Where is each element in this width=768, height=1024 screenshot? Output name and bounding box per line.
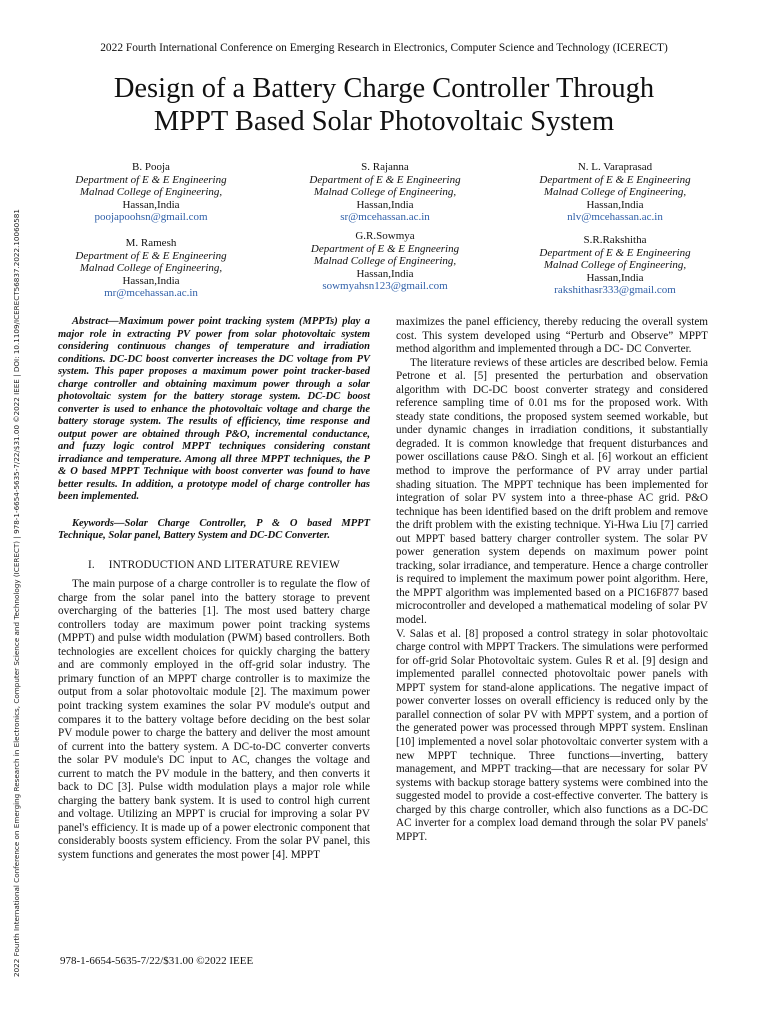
side-doi-text: 2022 Fourth International Conference on Emerging Research in Electronics, Computer Science and Technology (ICERECT) | 978-1-6654-5635-7/22/$31.00 ©2022 IEEE | DOI: 10.1109/ICERECT56837.2022.10060581 xyxy=(12,209,21,977)
body-paragraph: maximizes the panel efficiency, thereby reducing the overall system cost. This system developed using “Perturb and Observe” MPPT method algorithm and implemented through a DC- DC Converter. xyxy=(396,316,708,356)
right-column xyxy=(396,316,708,844)
section-number: I. xyxy=(88,558,95,571)
literature-paragraph: The literature reviews of these articles are described below. Femia Petrone et al. [5] presented the perturbation and observation algorithm with DC-DC boost converter strategy and considered reference sampling time of 0.01 ms for the proposed work. With steady state conditions, the proposed system seemed workable, but under dynamic changes in irradiation conditions, it substantially degraded. It is common knowledge that frequent disturbances and power oscillations cause P&O. Singh et al. [6] workout an efficient method to improve the performance of PV array under partial shading situation. The MPPT technique has been implemented for integration of solar PV system into a three-phase AC grid. P&O technique has been identified based on the drift problem and remove the drift problem with the existing technique. Yi-Hwa Liu [7] carried out MPPT based battery charger controller system. The solar PV power generation system depends on maximum power point tracking, solar irradiance, and temperature. Hence a charge controller is required to implement the maximum power point algorithm. Here, the MPPT algorithm was implemented based on a PIC16F877 based microcontroller and developed a mathematical modeling of solar PV model. xyxy=(396,356,708,627)
author-city: Hassan,India xyxy=(586,198,644,211)
side-doi-strip xyxy=(9,112,25,977)
author-name: G.R.Sowmya xyxy=(355,230,415,242)
author-email[interactable]: sowmyahsn123@gmail.com xyxy=(322,280,448,292)
author-college: Malnad College of Engineering, xyxy=(543,186,687,198)
author-name: M. Ramesh xyxy=(125,237,177,249)
paper-title xyxy=(0,72,768,138)
author-name: B. Pooja xyxy=(132,161,170,173)
author-department: Department of E & E Engineering xyxy=(75,173,227,186)
author-college: Malnad College of Engineering, xyxy=(79,186,223,198)
title-line-1: Design of a Battery Charge Controller Through xyxy=(113,73,655,104)
author-email[interactable]: sr@mcehassan.ac.in xyxy=(340,211,430,223)
author-block xyxy=(36,237,266,300)
author-email[interactable]: rakshithasr333@gmail.com xyxy=(554,284,676,296)
left-column xyxy=(58,316,370,863)
title-line-2: MPPT Based Solar Photovoltaic System xyxy=(153,106,615,137)
copyright-footer: 978-1-6654-5635-7/22/$31.00 ©2022 IEEE xyxy=(60,955,254,967)
author-city: Hassan,India xyxy=(356,198,414,211)
author-college: Malnad College of Engineering, xyxy=(543,259,687,271)
author-block xyxy=(500,161,730,224)
author-city: Hassan,India xyxy=(586,271,644,284)
author-city: Hassan,India xyxy=(356,267,414,280)
author-email[interactable]: poojapoohsn@gmail.com xyxy=(94,211,208,223)
author-college: Malnad College of Engineering, xyxy=(313,186,457,198)
author-name: N. L. Varaprasad xyxy=(577,161,653,173)
author-city: Hassan,India xyxy=(122,198,180,211)
author-department: Department of E & E Engineering xyxy=(309,173,461,186)
author-college: Malnad College of Engineering, xyxy=(79,262,223,274)
author-department: Department of E & E Engineering xyxy=(75,249,227,262)
author-name: S. Rajanna xyxy=(361,161,409,173)
conference-header: 2022 Fourth International Conference on Emerging Research in Electronics, Computer Science and Technology (ICERECT) xyxy=(100,42,668,54)
author-department: Department of E & E Engineering xyxy=(539,173,691,186)
author-city: Hassan,India xyxy=(122,274,180,287)
author-block xyxy=(500,234,730,297)
author-department: Department of E & E Engneering xyxy=(310,242,460,255)
author-email[interactable]: mr@mcehassan.ac.in xyxy=(104,287,198,299)
author-block xyxy=(270,161,500,224)
section-title: INTRODUCTION AND LITERATURE REVIEW xyxy=(108,558,340,571)
author-block xyxy=(270,230,500,293)
author-name: S.R.Rakshitha xyxy=(583,234,647,246)
author-college: Malnad College of Engineering, xyxy=(313,255,457,267)
author-department: Department of E & E Engineering xyxy=(539,246,691,259)
author-block xyxy=(36,161,266,224)
abstract: Abstract—Maximum power point tracking system (MPPTs) play a major role in extracting PV power from solar photovoltaic system considering continuous changes of temperature and irradiation conditions. DC-DC boost converter increases the DC voltage from PV system. This paper proposes a maximum power point tracker-based charge controller and obtaining maximum power through a solar photovoltaic system for the battery storage system. DC-DC boost converter is used to enhance the photovoltaic voltage and charge the battery storage system. The results of efficiency, time response and output power are obtained through P&O, incremental conductance, and fuzzy logic control MPPT techniques considering constant irradiance and temperature. Among all three MPPT techniques, the P & O based MPPT Technique with boost converter was found to have better results. In addition, a prototype model of charge controller has been implemented. xyxy=(58,316,370,502)
intro-paragraph: The main purpose of a charge controller is to regulate the flow of charge from the solar panel into the battery storage to prevent overcharging of the batteries [1]. The most used battery charge controllers today are maximum power point tracking systems (MPPT) and pulse width modulation (PWM) based controllers. Both technologies are excellent choices for quickly charging the battery and are commonly employed in the off-grid solar industry. The primary function of an MPPT charge controller is to maximize the output from a solar photovoltaic module [2]. The maximum power point tracking system examines the solar PV module's output and compares it to the battery voltage before deciding on the best solar PV module power to charge the battery and deliver the most amount of current into the battery system. A DC-to-DC converter converts the solar PV module's DC input to AC, changes the voltage and current to match the PV module in the battery, and then converts it back to DC [3]. Pulse width modulation plays a major role while charging the battery bank system. It is used to control high current and voltage. Utilizing an MPPT is crucial for improving a solar PV panel's efficiency. It is made up of a power electronic component that considerably boosts system efficiency. From the solar PV panel, this system functions and generates the most power [4]. MPPT xyxy=(58,578,370,861)
section-heading xyxy=(58,559,370,573)
keywords: Keywords—Solar Charge Controller, P & O based MPPT Technique, Solar panel, Battery System and DC-DC Converter. xyxy=(58,517,370,541)
literature-paragraph-continued: V. Salas et al. [8] proposed a control strategy in solar photovoltaic charge control with MPPT Trackers. The simulations were performed for off-grid Solar Photovoltaic system. Gules R et al. [9] design and implemented parallel connected photovoltaic power panels with MPPT system for stand-alone applications. The negative impact of power converter losses on overall efficiency is reduced only by the parallel connection of solar PV with MPPT system, and a portion of the generated power was processed through MPPT system. Enslinan [10] implemented a novel solar photovoltaic converter system with a new MPPT technique. Three functions—inverting, battery management, and MPPT tracking—that are necessary for solar PV systems with backup storage battery systems were combined into the suggested model to provide a cost-effective converter. The battery is charged by this charge controller, which also functions as a DC-DC AC inverter for a complex load demand through the solar PV panels' MPPT. xyxy=(396,627,708,843)
author-email[interactable]: nlv@mcehassan.ac.in xyxy=(567,211,663,223)
